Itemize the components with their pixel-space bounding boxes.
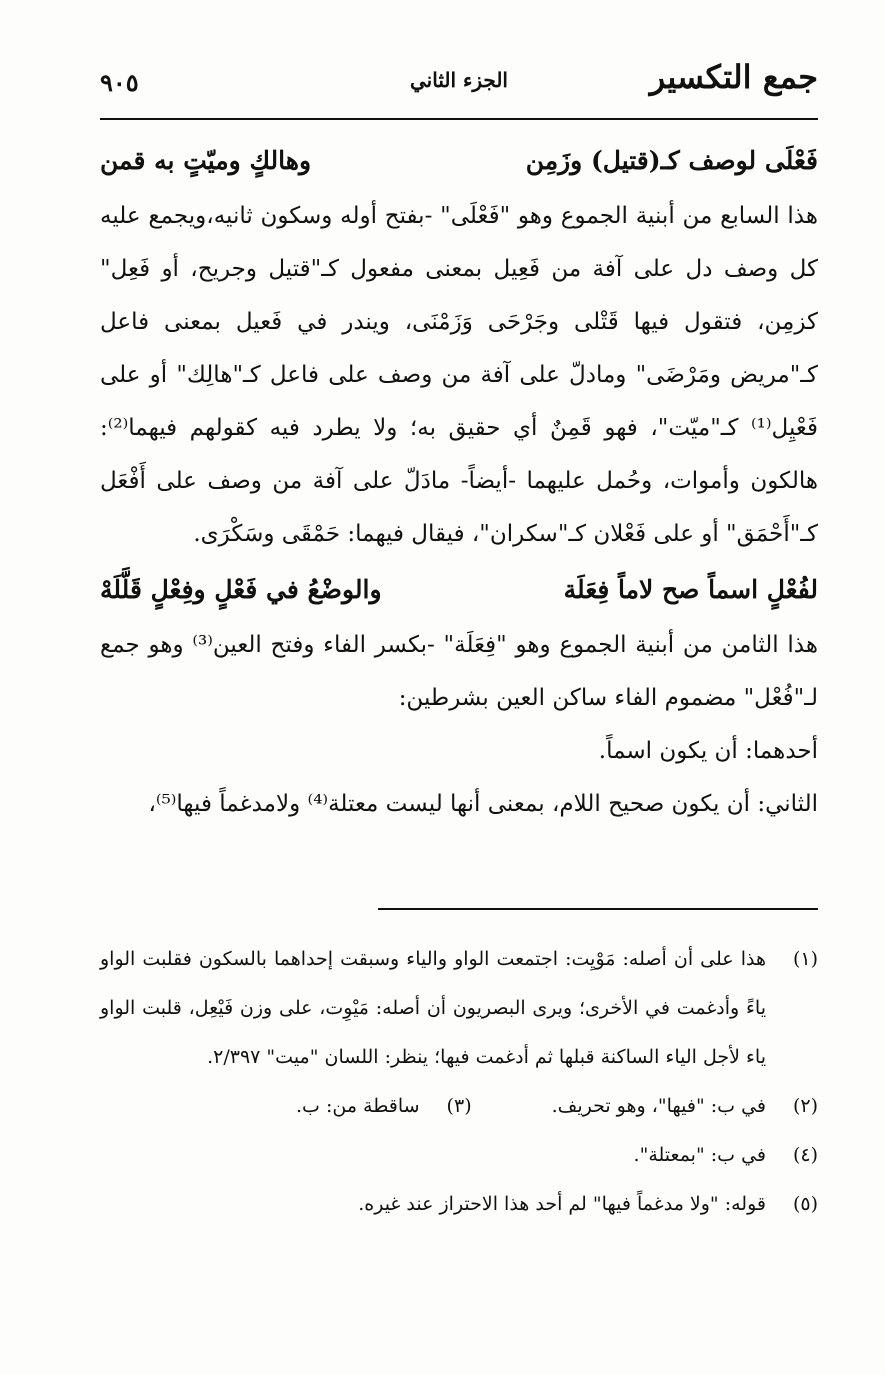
verse-1-second-hemistich: وهالكٍ وميّتٍ به قمن <box>100 146 312 175</box>
footnote-4 <box>100 1131 818 1180</box>
main-text <box>100 132 818 831</box>
footnote-row-2-3 <box>100 1082 818 1131</box>
footnote-2 <box>552 1082 818 1131</box>
footnote-number: (٤) <box>792 1144 818 1166</box>
condition-2: الثاني: أن يكون صحيح اللام، بمعنى أنها ليست معتلة⁽⁴⁾ ولامدغماً فيها⁽⁵⁾، <box>148 791 818 817</box>
running-header <box>100 58 818 108</box>
verse-2-second-hemistich: والوضْعُ في فَعْلٍ وفِعْلٍ قَلَّلَهْ <box>100 575 382 604</box>
verse-line-2 <box>100 561 818 619</box>
footnote-text: هذا على أن أصله: مَوْيِت: اجتمعت الواو والياء وسبقت إحداهما بالسكون فقلبت الواو ياءً وأدغمت في الأخرى؛ ويرى البصريون أن أصله: مَيْوِت، على وزن فَيْعِل، قلبت الواو ياء لأجل الياء الساكنة قبلها ثم أدغمت فيها؛ ينظر: اللسان "ميت" ٢/٣٩٧. <box>100 948 766 1068</box>
footnote-1 <box>100 935 818 1082</box>
verse-line-1 <box>100 132 818 190</box>
paragraph-1: هذا السابع من أبنية الجموع وهو "فَعْلَى" -بفتح أوله وسكون ثانيه،ويجمع عليه كل وصف دل على آفة من فَعِيل بمعنى مفعول كـ"قتيل وجريح، أو فَعِل" كزمِن، فتقول فيها قَتْلى وجَرْحَى وَزَمْنَى، ويندر في فَعيل بمعنى فاعل كـ"مريض ومَرْضَى" ومادلّ على آفة من وصف على فاعل كـ"هالِك" أو على فَعْيِل⁽¹⁾ كـ"ميّت"، فهو قَمِنٌ أي حقيق به؛ ولا يطرد فيه كقولهم فيهما⁽²⁾: هالكون وأموات، وحُمل عليهما -أيضاً- مادَلّ على آفة من وصف على أَفْعَل كـ"أَحْمَق" أو على فَعْلان كـ"سكران"، فيقال فيهما: حَمْقَى وسَكْرَى. <box>100 203 818 547</box>
paragraph-2: هذا الثامن من أبنية الجموع وهو "فِعَلَة" -بكسر الفاء وفتح العين⁽³⁾ وهو جمع لـ"فُعْل" مضموم الفاء ساكن العين بشرطين: <box>100 632 818 711</box>
verse-1-first-hemistich: فَعْلَى لوصف كـ(قتيل) وزَمِن <box>525 146 818 175</box>
header-rule <box>100 118 818 120</box>
footnote-number: (١) <box>792 948 818 970</box>
footnote-number: (٢) <box>792 1095 818 1117</box>
page-number: ٩٠٥ <box>100 68 139 97</box>
footnotes <box>100 935 818 1229</box>
book-title: جمع التكسير <box>649 58 818 96</box>
footnote-text: قوله: "ولا مدغماً فيها" لم أحد هذا الاحتراز عند غيره. <box>358 1193 766 1215</box>
part-title: الجزء الثاني <box>410 68 508 92</box>
footnote-number: (٥) <box>792 1193 818 1215</box>
condition-1: أحدهما: أن يكون اسماً. <box>598 738 818 764</box>
footnote-text: في ب: "فيها"، وهو تحريف. <box>551 1095 766 1117</box>
footnote-text: في ب: "بمعتلة". <box>633 1144 766 1166</box>
verse-2-first-hemistich: لفُعْلٍ اسماً صح لاماً فِعَلَة <box>563 575 818 604</box>
footnote-rule <box>378 908 818 910</box>
footnote-5 <box>100 1180 818 1229</box>
footnote-3 <box>296 1082 472 1131</box>
footnote-text: ساقطة من: ب. <box>295 1095 420 1117</box>
footnote-number: (٣) <box>446 1095 472 1117</box>
